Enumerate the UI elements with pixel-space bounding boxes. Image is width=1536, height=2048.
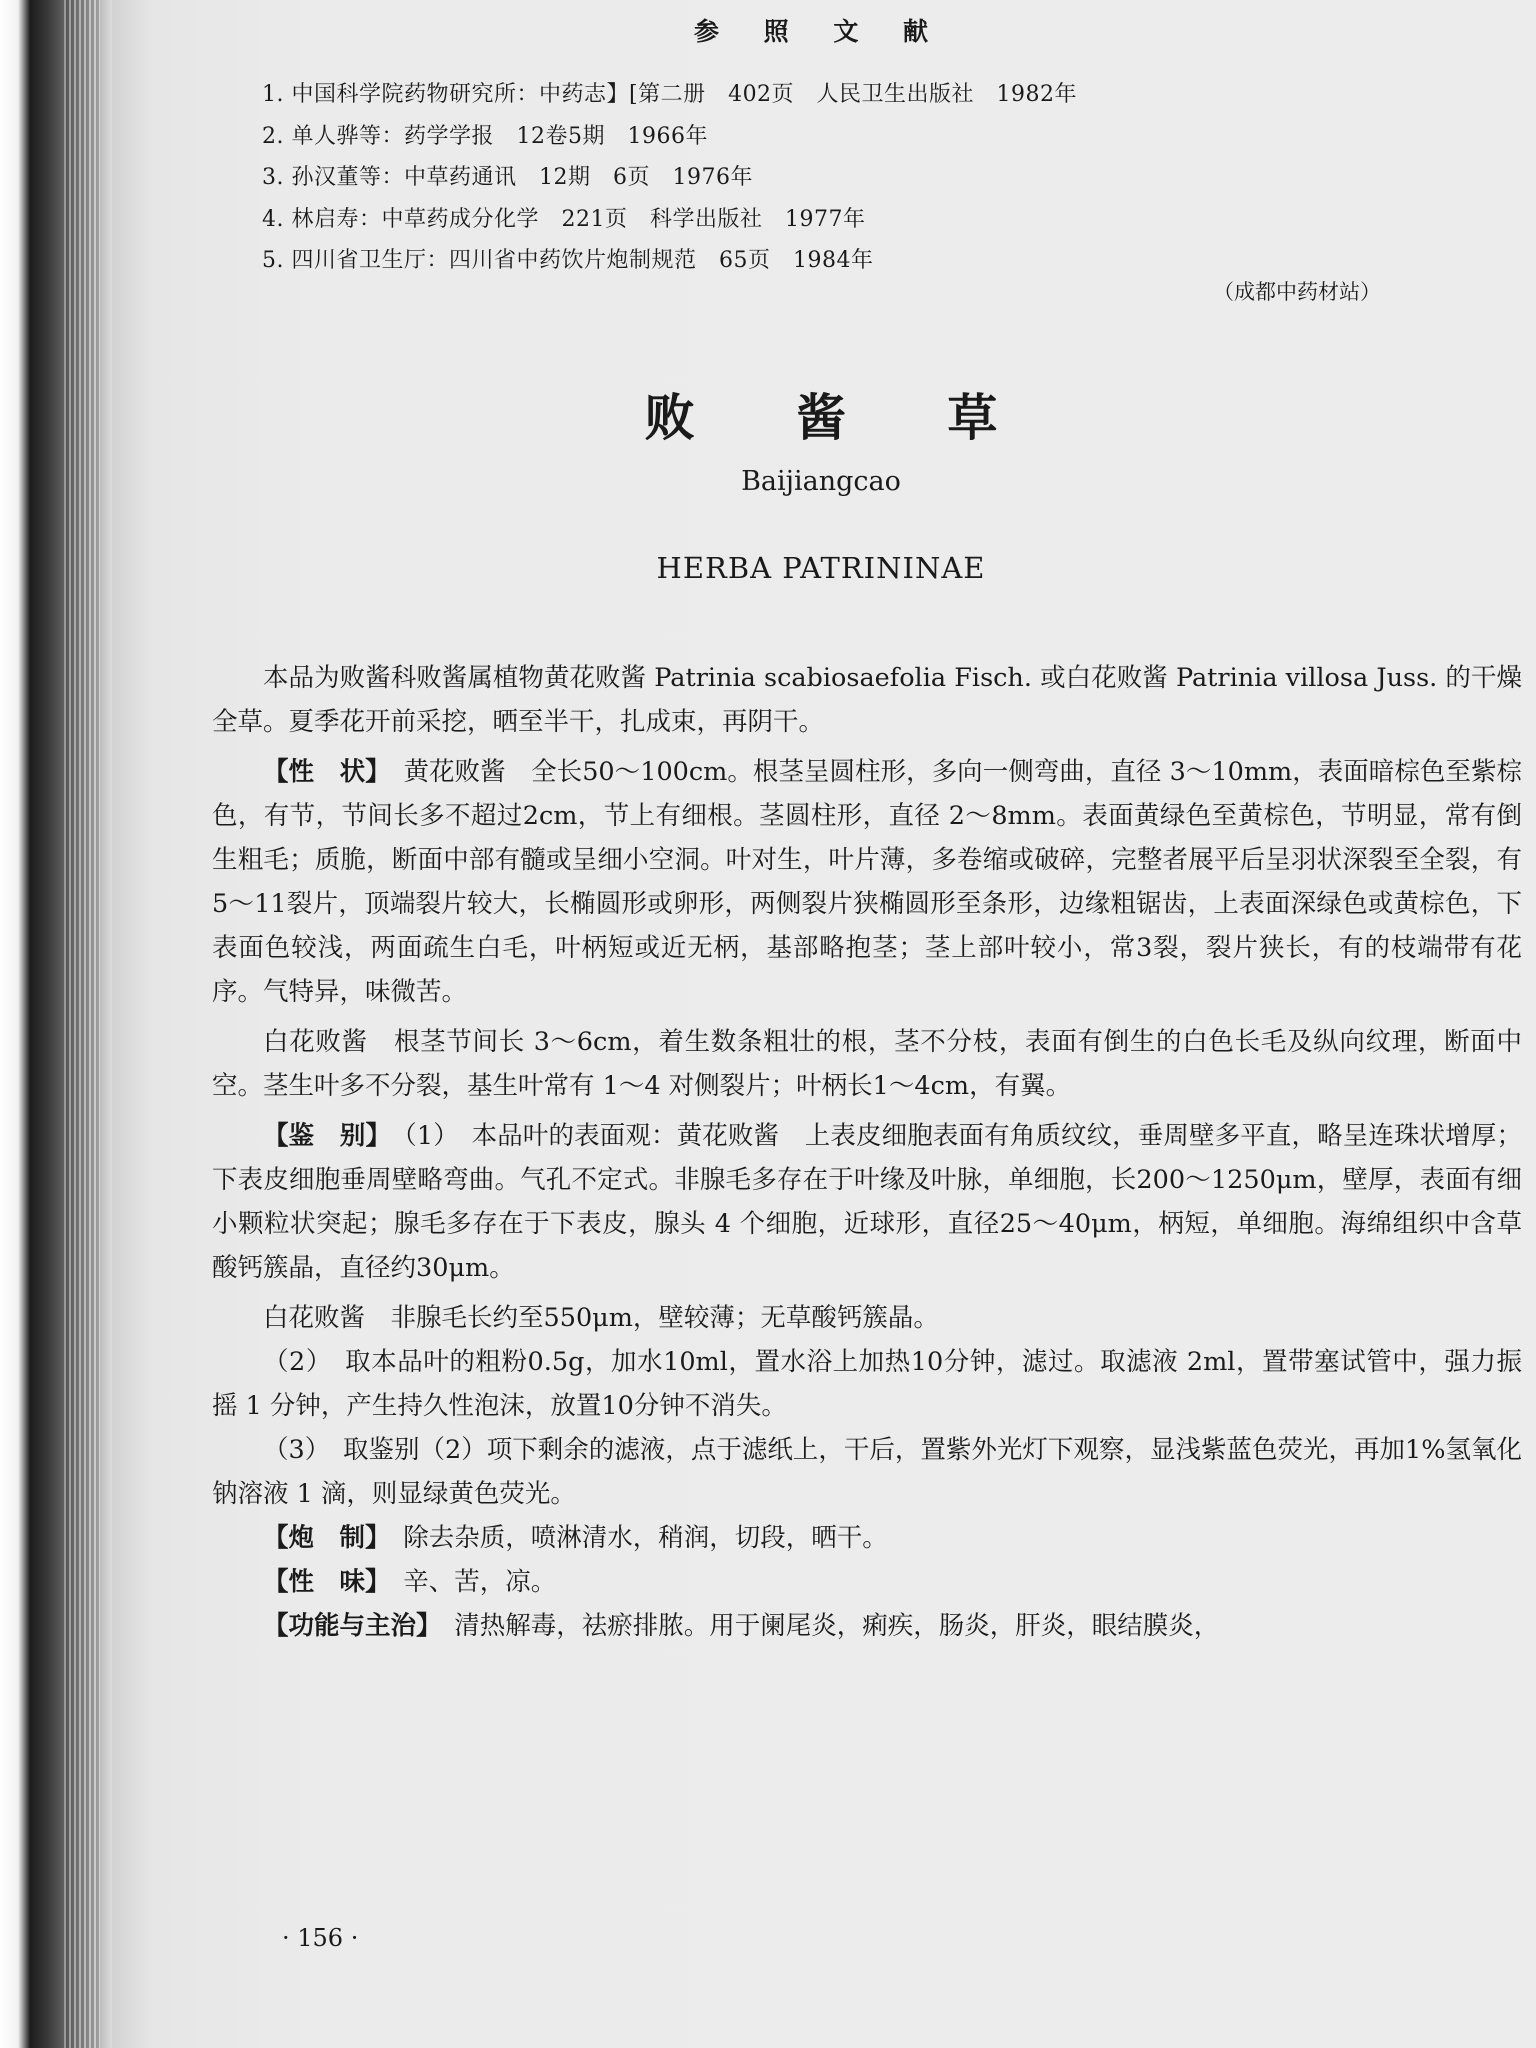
reference-item: 3. 孙汉董等：中草药通讯 12期 6页 1976年 [262, 165, 753, 190]
section-tag-taste: 【性 味】 [263, 1567, 378, 1597]
baihua-description-paragraph: 白花败酱 根茎节间长 3～6cm，着生数条粗壮的根，茎不分枝，表面有倒生的白色长毛及纵向纹理，断面中空。茎生叶多不分裂，基生叶常有 1～4 对侧裂片；叶柄长1～4cm，有翼。 [212, 1027, 1522, 1101]
reference-item: 5. 四川省卫生厅：四川省中药饮片炮制规范 65页 1984年 [262, 248, 874, 273]
function-paragraph [212, 1604, 1522, 1648]
section-tag-identification: 【鉴 别】 [263, 1121, 379, 1151]
processing-paragraph [212, 1516, 1522, 1560]
monograph-title: 败 酱 草 [644, 389, 1040, 447]
monograph-pinyin: Baijiangcao [741, 466, 901, 497]
description-text: 黄花败酱 全长50～100cm。根茎呈圆柱形，多向一侧弯曲，直径 3～10mm，表面暗棕色至紫棕色，有节，节间长多不超过2cm，节上有细根。茎圆柱形，直径 2～8mm。表面黄绿色至黄棕色，节明显，常有倒生粗毛；质脆，断面中部有髓或呈细小空洞。叶对生，叶片薄，多卷缩或破碎，完整者展平后呈羽状深裂至全裂，有5～11裂片，顶端裂片较大，长椭圆形或卵形，两侧裂片狭椭圆形至条形，边缘粗锯齿，上表面深绿色或黄棕色，下表面色较浅，两面疏生白毛，叶柄短或近无柄，基部略抱茎；茎上部叶较小，常3裂，裂片狭长，有的枝端带有花序。气特异，味微苦。 [212, 757, 1522, 1007]
reference-item: 4. 林启寿：中草药成分化学 221页 科学出版社 1977年 [262, 206, 866, 232]
section-tag-processing: 【炮 制】 [263, 1523, 378, 1553]
section-tag-function: 【功能与主治】 [263, 1611, 429, 1641]
reference-item: 2. 单人骅等：药学学报 12卷5期 1966年 [262, 123, 708, 149]
reference-item: 1. 中国科学院药物研究所：中药志】[第二册 402页 人民卫生出版社 1982年 [262, 82, 1078, 107]
book-spine [0, 0, 112, 2048]
test-2-paragraph: （2） 取本品叶的粗粉0.5g，加水10ml，置水浴上加热10分钟，滤过。取滤液 2ml，置带塞试管中，强力振摇 1 分钟，产生持久性泡沫，放置10分钟不消失。 [212, 1347, 1522, 1421]
baihua-identification-paragraph: 白花败酱 非腺毛长约至550μm，壁较薄；无草酸钙簇晶。 [263, 1303, 939, 1333]
function-text: 清热解毒，祛瘀排脓。用于阑尾炎，痢疾，肠炎，肝炎，眼结膜炎， [454, 1611, 1220, 1641]
page-number: · 156 · [282, 1924, 359, 1952]
intro-paragraph: 本品为败酱科败酱属植物黄花败酱 Patrinia scabiosaefolia Fisch. 或白花败酱 Patrinia villosa Juss. 的干燥全草。夏季花开前采挖，晒至半干，扎成束，再阴干。 [212, 663, 1522, 737]
test-3-paragraph: （3） 取鉴别（2）项下剩余的滤液，点于滤纸上，干后，置紫外光灯下观察，显浅紫蓝色荧光，再加1%氢氧化钠溶液 1 滴，则显绿黄色荧光。 [212, 1435, 1522, 1509]
references-source: （成都中药材站） [1213, 280, 1381, 304]
taste-paragraph [212, 1560, 1522, 1604]
processing-text: 除去杂质，喷淋清水，稍润，切段，晒干。 [403, 1523, 888, 1553]
monograph-latin-name: HERBA PATRININAE [656, 551, 986, 585]
page-edges [64, 0, 100, 2048]
references-list [262, 74, 1077, 282]
monograph-body [212, 656, 1522, 1648]
description-paragraph [212, 750, 1522, 1014]
references-heading: 参 照 文 献 [693, 17, 947, 46]
identification-paragraph [212, 1114, 1522, 1290]
section-tag-description: 【性 状】 [263, 757, 378, 787]
taste-text: 辛、苦，凉。 [403, 1567, 557, 1597]
identification-text: （1） 本品叶的表面观：黄花败酱 上表皮细胞表面有角质纹纹，垂周壁多平直，略呈连珠状增厚；下表皮细胞垂周壁略弯曲。气孔不定式。非腺毛多存在于叶缘及叶脉，单细胞，长200～1250μm，壁厚，表面有细小颗粒状突起；腺毛多存在于下表皮，腺头 4 个细胞，近球形，直径25～40μm，柄短，单细胞。海绵组织中含草酸钙簇晶，直径约30μm。 [212, 1121, 1522, 1283]
